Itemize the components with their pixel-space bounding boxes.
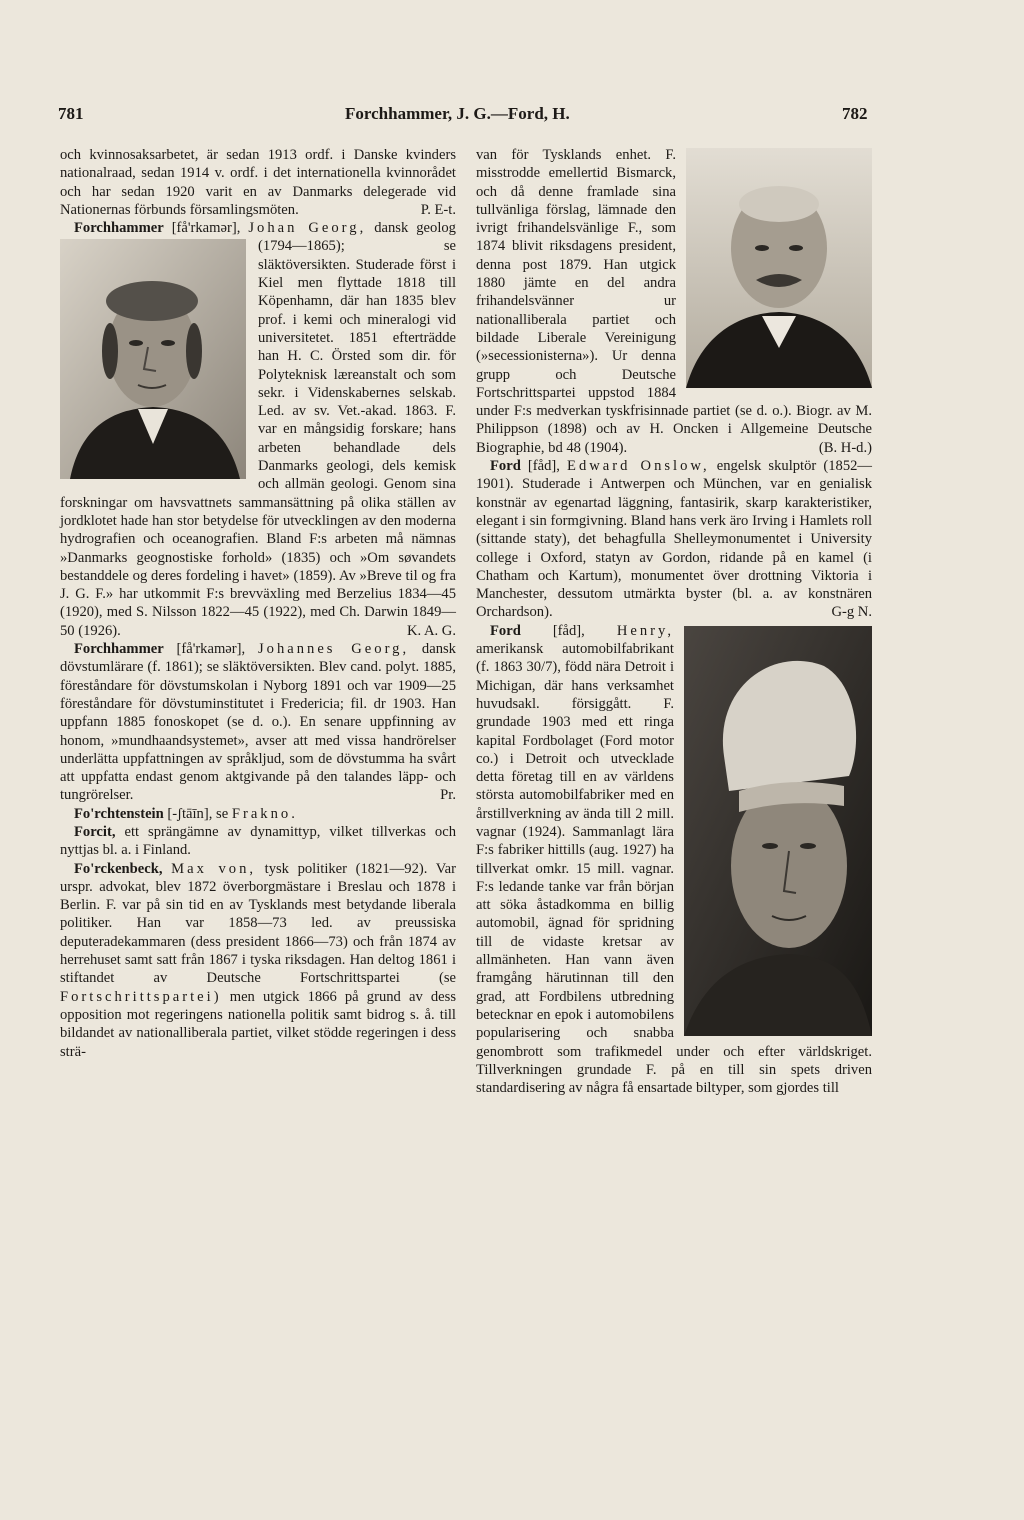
entry-forcit (60, 823, 456, 860)
cross-reference: Fortschrittspartei) (60, 988, 222, 1005)
pronunciation: [få'rkamər], (171, 220, 241, 237)
headword: Fo'rckenbeck, (74, 860, 163, 877)
cross-reference: Frakno. (231, 805, 298, 822)
person-name: Max von, (171, 860, 257, 877)
entry-ford-henry (476, 622, 872, 1098)
signature: Pr. (440, 787, 456, 804)
pronunciation: [-ʃtāīn], (167, 805, 213, 822)
page-number-right: 782 (842, 104, 868, 123)
portrait-figure (60, 239, 246, 479)
entry-body: engelsk skulptör (1852—1901). Studerade i Antwerpen och München, var en genialisk konstnär av egenartad läggning, fantasirik, skarp karakteristiker, elegant i sin formgivning. Bland hans verk äro Irving i Hamlets roll (sittande staty), det behagfulla Shelleymonumentet i University college i Oxford, statyn av Gordon, ridande på en kamel (i Chatham och Kartum), monumentet över drottning Viktoria i Manchester, dessutom utmärkta byster (bl. a. av konstnären Orchardson). (476, 458, 873, 621)
entry-body: dansk dövstumlärare (f. 1861); se släktöversikten. Blev cand. polyt. 1885, föreståndare för dövstumskolan i Nyborg 1891 och var 1909—25 föreståndare för dövstuminstitutet i Fredericia; fil. dr 1903. Han uppfann 1885 fonoskopet (se d. o.). En senare uppfinning av honom, »mundhaandsystemet», avser att med vissa handrörelser underlätta uppfattningen av språkljud, som de dövstumma ha svårt att uppfatta endast genom aktgivande på den talandes läpp- och tungrörelser. (60, 641, 456, 804)
headword: Forchhammer (74, 220, 164, 237)
portrait-forckenbeck-engraving (686, 148, 872, 388)
portrait-ford-photo (684, 626, 872, 1036)
signature: (B. H-d.) (818, 439, 872, 456)
pronunciation: [fåd], (552, 622, 585, 639)
headword: Fo'rchtenstein (74, 805, 164, 822)
entry-forchhammer-johannes-georg (60, 640, 456, 805)
left-column (60, 146, 456, 1061)
signature: G-g N. (831, 604, 872, 621)
headword: Ford (490, 458, 521, 475)
entry-forckenbeck (60, 860, 456, 1061)
see-label: se (216, 805, 229, 822)
continued-text: och kvinnosaksarbetet, är sedan 1913 ordf. i Danske kvinders nationalraad, sedan 1914 v. ordf. i det internationella kvinnorådet och har sedan 1920 varit en av Danmarks delegerade vid Nationernas förbunds församlingsmöten. (60, 147, 456, 218)
person-name: Edward Onslow, (567, 458, 710, 475)
entry-body: dansk geolog (1794—1865); se släktöversikten. Studerade först i Kiel men flyttade 1818 till Köpenhamn, där han 1835 blev prof. i kemi och mineralogi vid universitetet. 1851 efterträdde han H. C. Örsted som dir. för Polyteknisk læreanstalt och som sekr. i Videnskabernes selskab. Led. av sv. Vet.-akad. 1863. F. var en mångsidig forskare; hans arbeten behandlade dels Danmarks geologi, dels kemisk och allmän geologi. Genom sina forskningar om havsvattnets sammansättning på olika ställen av jordklotet hade han stor betydelse för utvecklingen av den moderna hydrografien och oceanografien. Bland F:s arbeten må nämnas »Danmarks geognostiske forhold» (1835) och »Om søvandets bestanddele og deres fordeling i havet» (1859). Av »Breve til og fra J. G. F.» har utkommit F:s brevväxling med Berzelius 1834—45 (1920), med S. Nilsson 1822—45 (1922), med Ch. Darwin 1849—50 (1926). (60, 220, 456, 639)
right-column (476, 146, 872, 1097)
entry-ford-edward-onslow (476, 457, 872, 622)
continued-entry (60, 146, 456, 219)
portrait-figure (684, 626, 872, 1036)
running-head: Forchhammer, J. G.—Ford, H. (345, 104, 570, 123)
pronunciation: [få'rkamər], (176, 641, 246, 658)
signature: K. A. G. (406, 622, 456, 639)
entry-body: ett sprängämne av dynamittyp, vilket tillverkas och nyttjas bl. a. i Finland. (60, 823, 457, 859)
person-name: Johan Georg, (248, 220, 367, 237)
portrait-figure (686, 148, 872, 388)
headword: Forchhammer (74, 641, 164, 658)
pronunciation: [fåd], (527, 458, 560, 475)
portrait-forchhammer-photo (60, 239, 246, 479)
entry-body: amerikansk automobilfabrikant (f. 1863 30/7), född nära Detroit i Michigan, där hans verksamhet huvudsakl. försiggått. F. grundade 1903 med ett ringa kapital Fordbolaget (Ford motor co.) i Detroit och utvecklade detta företag till en av världens största automobilfabriker med en årstillverkning av ända till 2 mill. vagnar (1924). Sammanlagt lära F:s fabriker hittills (aug. 1927) ha tillverkat omkr. 15 mill. vagnar. F:s ledande tanke var från början att söka åstadkomma en billig automobil, ägnad för spridning till de vidaste kretsar av allmänheten. Han vann även framgång härutinnan till den grad, att Fordbilens utbredning betecknar en epok i automobilens popularisering och snabba genombrott som trafikmedel under och efter världskriget. Tillverkningen grundade F. på en till sin spets driven standardisering av några få ensartade biltyper, som gjordes till (476, 641, 872, 1097)
entry-forchhammer-johan-georg (60, 219, 456, 640)
headword: Forcit, (74, 823, 116, 840)
entry-body: tysk politiker (1821—92). Var urspr. advokat, blev 1872 överborgmästare i Breslau och 1878 i Berlin. F. var på sin tid en av Tysklands mest betydande liberala politiker. Han var 1858—73 led. av preussiska deputeradekammaren (dess president 1866—73) och från 1874 av herrehuset samt satt från 1867 i tyska riksdagen. Han deltog 1861 i stiftandet av Deutsche Fortschrittspartei (se (60, 860, 456, 987)
entry-body-continued: men utgick 1866 på grund av dess opposition mot regeringens nationella politik samt bidrog s. å. till bildandet av nationalliberala partiet, vilket stödde regeringen i dess strä- (60, 988, 456, 1060)
signature: P. E-t. (420, 201, 456, 218)
person-name: Henry, (616, 622, 674, 639)
continued-entry (476, 146, 872, 457)
entry-forchtenstein (60, 805, 456, 823)
headword: Ford (490, 622, 521, 639)
page-number-left: 781 (58, 104, 84, 123)
person-name: Johannes Georg, (257, 641, 410, 658)
continued-text: van för Tysklands enhet. F. misstrodde emellertid Bismarck, och då denne framlade sina tullvänliga förslag, lämnade den ivrigt frihandelsvänlige F., som 1874 blivit riksdagens president, denna post 1879. Han utgick 1880 jämte en del andra frihandelsvänner ur nationalliberala partiet och bildade Liberale Vereinigung (»secessionisterna»). Ur denna grupp och Deutsche Fortschrittspartei uppstod 1884 under F:s medverkan tyskfrisinnade partiet (se d. o.). Biogr. av M. Philippson (1898) och av H. Oncken i Allgemeine Deutsche Biographie, bd 48 (1904). (476, 147, 872, 456)
